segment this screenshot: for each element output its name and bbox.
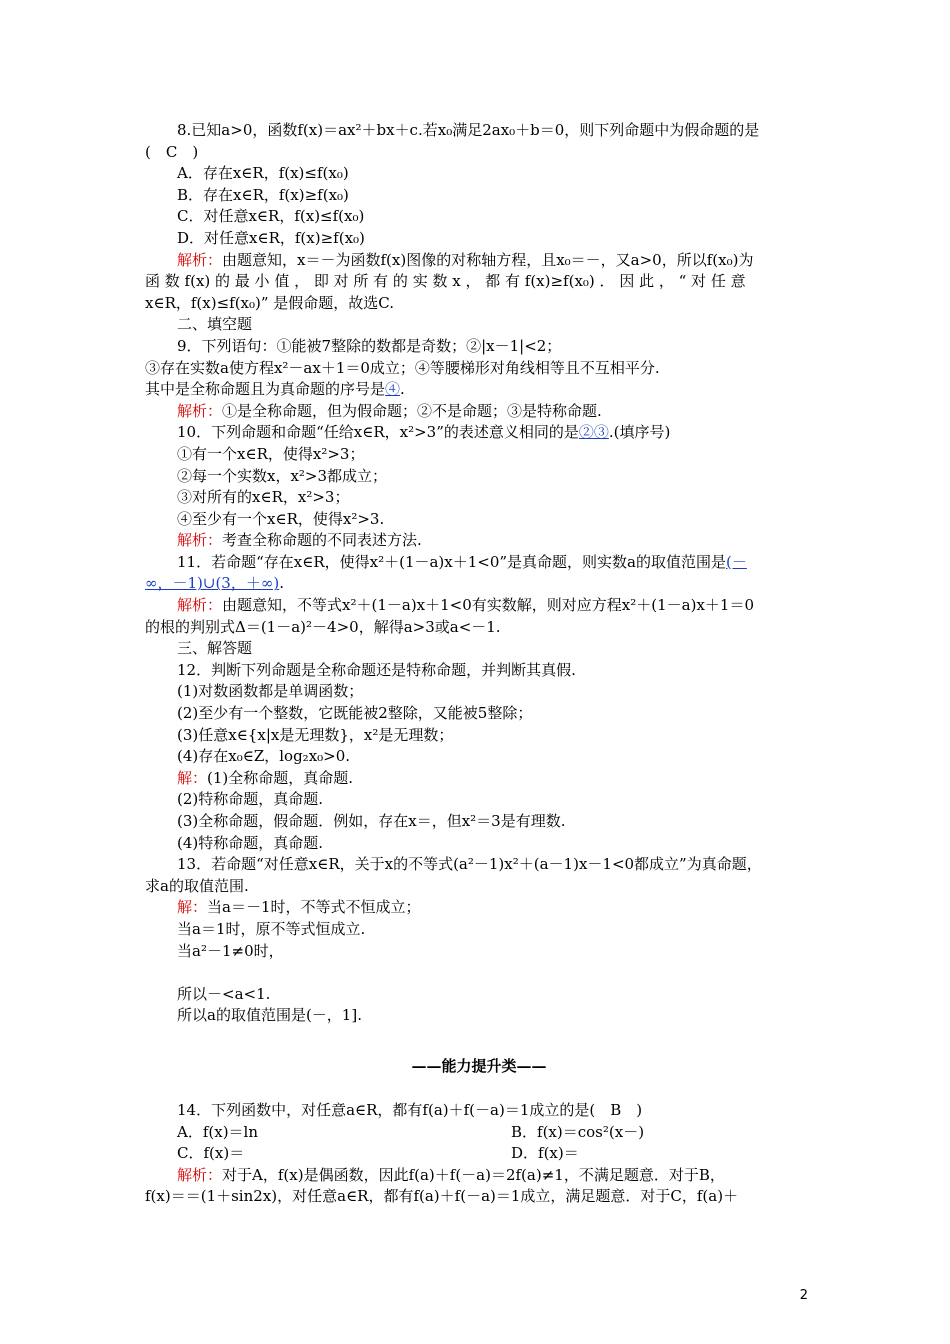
q13-stem-2: 求a的取值范围. xyxy=(145,876,249,895)
q14-option-a: A．f(x)＝ln xyxy=(177,1122,259,1141)
q8-solution-3: x∈R，f(x)≤f(x₀)” 是假命题，故选C. xyxy=(145,293,395,312)
q14-stem: 14．下列函数中，对任意a∈R，都有f(a)＋f(－a)＝1成立的是( B ) xyxy=(177,1100,643,1119)
q11-answer-1: (－ xyxy=(726,552,747,571)
q14-solution-1 xyxy=(145,1165,813,1187)
q10-stem xyxy=(145,422,813,444)
q13-solution-1 xyxy=(145,897,813,919)
q14-option-c: C．f(x)＝ xyxy=(177,1144,245,1163)
q9-stem-3 xyxy=(145,379,813,401)
q8-option-d: D．对任意x∈R，f(x)≥f(x₀) xyxy=(177,228,365,247)
q14-options-row-2 xyxy=(145,1143,813,1165)
solution-label: 解析： xyxy=(177,250,223,269)
solution-label: 解析： xyxy=(177,1165,223,1184)
solution-label: 解析： xyxy=(177,531,223,550)
q11-question: 11．若命题“存在x∈R，使得x²＋(1－a)x＋1<0”是真命题，则实数a的取值范围是 xyxy=(177,552,727,571)
q10-answer: ②③ xyxy=(578,423,609,442)
q13-solution-text: 当a＝－1时，不等式不恒成立； xyxy=(207,898,421,917)
section-advanced: ——能力提升类—— xyxy=(411,1056,547,1075)
q12-solution-4: (4)特称命题，真命题. xyxy=(177,833,324,852)
q12-solution-3: (3)全称命题，假命题．例如，存在x＝，但x²＝3是有理数. xyxy=(177,812,566,830)
q8-option-c: C．对任意x∈R，f(x)≤f(x₀) xyxy=(177,207,365,226)
q14-option-d: D．f(x)＝ xyxy=(511,1144,579,1163)
q8-solution-1 xyxy=(145,250,813,272)
q8-stem: 8.已知a>0，函数f(x)＝ax²＋bx＋c.若x₀满足2ax₀＋b＝0，则下列命题中为假命题的是 xyxy=(177,121,760,139)
q10-item-3: ③对所有的x∈R，x²>3； xyxy=(177,488,350,507)
q11-solution-1 xyxy=(145,595,813,617)
q11-solution-text: 由题意知，不等式x²＋(1－a)x＋1<0有实数解，则对应方程x²＋(1－a)x＋1＝0 xyxy=(222,596,755,615)
solution-label: 解： xyxy=(177,768,208,787)
section-fill-blank: 二、填空题 xyxy=(177,315,253,334)
q11-answer-2: ∞，－1)∪(3，＋∞) xyxy=(145,574,280,593)
q12-item-4: (4)存在x₀∈Z，log₂x₀>0. xyxy=(177,747,351,766)
q9-question: 其中是全称命题且为真命题的序号是 xyxy=(145,380,386,399)
q10-question: 10．下列命题和命题“任给x∈R，x²>3”的表述意义相同的是 xyxy=(177,423,579,442)
solution-label: 解析： xyxy=(177,401,223,420)
q13-solution-5: 所以a的取值范围是(－，1]. xyxy=(177,1006,362,1025)
blank-line xyxy=(145,962,813,984)
q11-period: . xyxy=(279,574,284,593)
q12-stem: 12．判断下列命题是全称命题还是特称命题，并判断其真假. xyxy=(177,660,576,679)
q10-note: .(填序号) xyxy=(608,423,671,442)
q8-solution-text: 由题意知，x＝－为函数f(x)图像的对称轴方程，且x₀＝－，又a>0，所以f(x₀)为 xyxy=(222,250,754,269)
q12-item-2: (2)至少有一个整数，它既能被2整除，又能被5整除； xyxy=(177,704,533,723)
section-answer: 三、解答题 xyxy=(177,639,253,658)
q11-solution-2: 的根的判别式Δ＝(1－a)²－4>0，解得a>3或a<－1. xyxy=(145,617,501,636)
q13-solution-3: 当a²－1≠0时， xyxy=(177,941,284,960)
q8-option-b: B．存在x∈R，f(x)≥f(x₀) xyxy=(177,185,349,204)
content xyxy=(145,120,813,1208)
q9-stem-2: ③存在实数a使方程x²－ax＋1＝0成立；④等腰梯形对角线相等且不互相平分. xyxy=(145,358,660,377)
solution-label: 解： xyxy=(177,898,208,917)
q9-solution-text: ①是全称命题，但为假命题；②不是命题；③是特称命题. xyxy=(222,401,602,420)
q9-stem: 9．下列语句：①能被7整除的数都是奇数；②|x－1|<2； xyxy=(177,336,562,355)
q9-answer: ④ xyxy=(385,380,401,399)
q12-item-1: (1)对数函数都是单调函数； xyxy=(177,682,364,701)
q10-item-1: ①有一个x∈R，使得x²>3； xyxy=(177,444,365,463)
q14-options-row-1 xyxy=(145,1122,813,1144)
q11-stem xyxy=(145,552,813,574)
q10-solution-text: 考查全称命题的不同表述方法. xyxy=(222,531,422,550)
q12-item-3: (3)任意x∈{x|x是无理数}，x²是无理数； xyxy=(177,725,454,744)
q14-option-b: B．f(x)＝cos²(x－) xyxy=(511,1122,645,1141)
q10-solution xyxy=(145,530,813,552)
q8-option-a: A．存在x∈R，f(x)≤f(x₀) xyxy=(177,164,349,183)
q10-item-4: ④至少有一个x∈R，使得x²>3. xyxy=(177,509,385,528)
q13-solution-4: 所以－<a<1. xyxy=(177,984,271,1003)
solution-label: 解析： xyxy=(177,596,223,615)
q12-solution-2: (2)特称命题，真命题. xyxy=(177,790,324,809)
q9-period: . xyxy=(400,380,405,399)
q11-stem-2 xyxy=(145,573,813,595)
q14-solution-text: 对于A，f(x)是偶函数，因此f(a)＋f(－a)＝2f(a)≠1，不满足题意．对于B， xyxy=(222,1165,725,1184)
q14-solution-2: f(x)＝＝(1＋sin2x)，对任意a∈R，都有f(a)＋f(－a)＝1成立，满足题意．对于C，f(a)＋ xyxy=(145,1187,739,1206)
q13-stem: 13．若命题“对任意x∈R，关于x的不等式(a²－1)x²＋(a－1)x－1<0都成立”为真命题， xyxy=(177,855,762,874)
page-number: 2 xyxy=(799,1288,808,1303)
q10-item-2: ②每一个实数x，x²>3都成立； xyxy=(177,466,388,485)
q9-solution xyxy=(145,401,813,423)
q12-solution-text: (1)全称命题，真命题. xyxy=(207,768,354,787)
q13-solution-2: 当a＝1时，原不等式恒成立. xyxy=(177,919,366,938)
q8-solution-2: 函 数 f(x) 的 最 小 值 ， 即 对 所 有 的 实 数 x ， 都 有 f(x)≥f(x₀) ． 因 此 ， “ 对 任 意 xyxy=(145,272,746,291)
q12-solution-1 xyxy=(145,768,813,790)
q8-answer: ( C ) xyxy=(145,142,199,161)
